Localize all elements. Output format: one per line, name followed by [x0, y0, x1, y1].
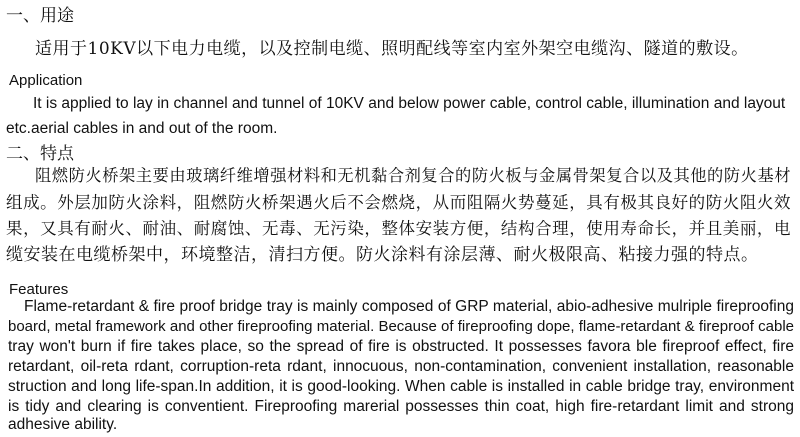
- features-chinese-line-1: 阻燃防火桥架主要由玻璃纤维增强材料和无机黏合剂复合的防火板与金属骨架复合以及其他的防火基材: [35, 166, 791, 185]
- features-heading-english: Features: [9, 281, 69, 298]
- usage-chinese-text: 适用于10KV以下电力电缆，以及控制电缆、照明配线等室内室外架空电缆沟、隧道的敷设。: [35, 39, 749, 59]
- features-english-line-3: tray won't burn if fire takes place, so the spread of fire is obstructed. It possesses favora ble fireproof effect, fire: [8, 338, 794, 355]
- features-english-line-2: board, metal framework and other fireproofing material. Because of fireproofing dope, flame-retardant & fireproof cable: [8, 318, 794, 335]
- features-english-line-4: retardant, oil-reta rdant, corruption-reta rdant, innocuous, non-contamination, convenient installation, reasonable: [8, 358, 794, 375]
- application-heading: Application: [9, 72, 83, 89]
- application-line-1: It is applied to lay in channel and tunnel of 10KV and below power cable, control cable, illumination and layout: [33, 95, 786, 112]
- features-heading-chinese: 二、特点: [6, 144, 74, 164]
- application-line-2: etc.aerial cables in and out of the room.: [6, 120, 278, 137]
- usage-heading: 一、用途: [6, 6, 74, 26]
- features-chinese-line-3: 果，又具有耐火、耐油、耐腐蚀、无毒、无污染，整体安装方便，结构合理，使用寿命长，并且美丽，电: [6, 219, 791, 238]
- features-english-line-6: is tidy and clearing is conventient. Fireproofing marerial possesses thin coat, high fire-retardant limit and strong: [8, 398, 794, 415]
- features-chinese-line-4: 缆安装在电缆桥架中，环境整洁，清扫方便。防火涂料有涂层薄、耐火极限高、粘接力强的特点。: [6, 245, 759, 265]
- features-english-line-1: Flame-retardant & fire proof bridge tray is mainly composed of GRP material, abio-adhesive mulriple fireproofing: [24, 298, 794, 315]
- features-english-line-5: struction and long life-span.In addition, it is good-looking. When cable is installed in cable bridge tray, environment: [8, 378, 794, 395]
- features-chinese-line-2: 组成。外层加防火涂料，阻燃防火桥架遇火后不会燃烧，从而阻隔火势蔓延，具有极其良好的防火阻火效: [6, 193, 791, 212]
- features-english-line-7: adhesive ability.: [8, 416, 118, 433]
